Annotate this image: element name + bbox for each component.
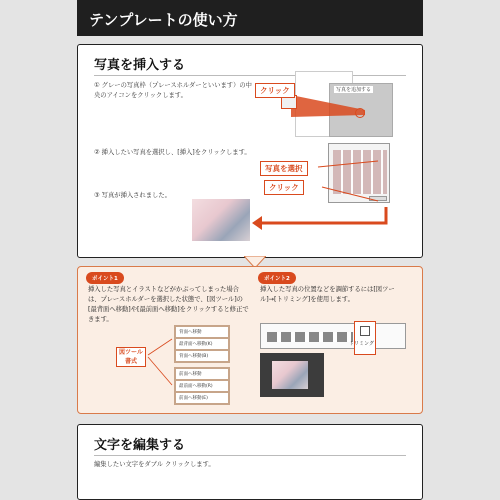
inserted-photo (192, 199, 250, 241)
insert-section-title: 写真を挿入する (94, 58, 186, 73)
edit-section-title: 文字を編集する (94, 438, 186, 453)
trim-button-label[interactable]: トリミング (349, 341, 374, 347)
step-1 (94, 81, 252, 101)
tip-1-connector (146, 327, 176, 397)
divider (94, 455, 406, 456)
edit-text-card (77, 424, 423, 500)
tip-2-text: 挿入した写真の位置などを調節するには[図ツール]→[トリミング]を使用します。 (260, 286, 395, 303)
red-arrow-back (250, 205, 390, 235)
tool-tab-line2: 書式 (124, 358, 137, 365)
menu-item[interactable]: 背面へ移動 (175, 326, 229, 338)
tool-tab-label (116, 347, 146, 367)
insert-photo-card (77, 44, 423, 258)
click-label-1: クリック (255, 83, 295, 98)
step-number: ② (94, 149, 100, 156)
menu-item[interactable]: 最背面へ移動(K) (175, 338, 229, 350)
click-label-2: クリック (264, 180, 304, 195)
tip-1-text: 挿入した写真とイラストなどがかぶってしまった場合は、プレースホルダーを選択した状態で、[図ツール]の[最背面へ移動]や[最前面へ移動]をクリックすると修正できます。 (88, 286, 249, 323)
page-title: テンプレートの使い方 (77, 0, 423, 36)
tool-tab-line1: 図ツール (119, 349, 143, 356)
step-number: ① (94, 82, 100, 89)
tip-2-badge: ポイント2 (258, 272, 296, 284)
ribbon-screenshot (260, 323, 406, 349)
step-text: グレーの写真枠（プレースホルダーといいます）の中央のアイコンをクリックします。 (94, 82, 252, 99)
bring-forward-menu (174, 367, 230, 405)
crop-icon[interactable] (360, 326, 370, 336)
menu-item[interactable]: 前面へ移動(E) (175, 392, 229, 404)
menu-item[interactable]: 背面へ移動(B) (175, 350, 229, 362)
trim-highlight (349, 321, 376, 355)
tip-1-badge: ポイント1 (86, 272, 124, 284)
edit-instruction: 編集したい文字をダブル クリックします。 (94, 461, 215, 468)
ribbon-styles (267, 332, 353, 342)
step-2 (94, 148, 252, 158)
tips-panel (77, 266, 423, 414)
step-text: 写真が挿入されました。 (101, 192, 171, 199)
placeholder-screenshot (255, 71, 395, 137)
placeholder-label: 写真を追加する (336, 87, 372, 93)
step-number: ③ (94, 192, 100, 199)
menu-item[interactable]: 最前面へ移動(R) (175, 380, 229, 392)
trimmed-photo (272, 361, 308, 389)
step-text: 挿入したい写真を選択し、[挿入]をクリックします。 (101, 149, 251, 156)
select-photo-label: 写真を選択 (260, 161, 308, 176)
send-backward-menu (174, 325, 230, 363)
dark-slide (260, 353, 324, 397)
connector-lines (288, 155, 388, 211)
menu-item[interactable]: 前面へ移動 (175, 368, 229, 380)
